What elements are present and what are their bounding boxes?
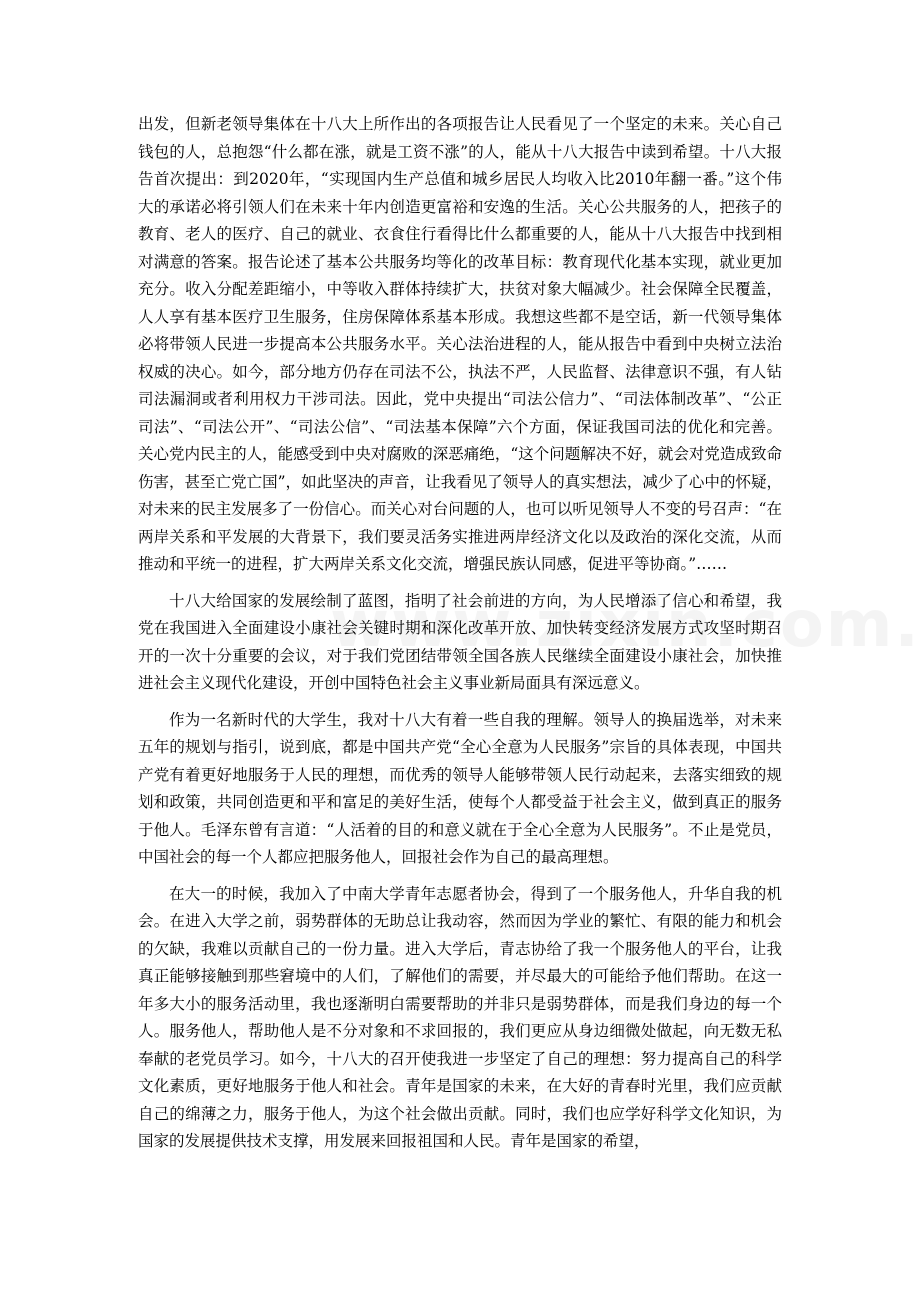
- paragraph-2: 十八大给国家的发展绘制了蓝图，指明了社会前进的方向，为人民增添了信心和希望，我党在我国进入全面建设小康社会关键时期和深化改革开放、加快转变经济发展方式攻坚时期召开的一次十分重要的会议，对于我们党团结带领全国各族人民继续全面建设小康社会，加快推进社会主义现代化建设，开创中国特色社会主义事业新局面具有深远意义。: [138, 591, 782, 692]
- paragraph-3: 作为一名新时代的大学生，我对十八大有着一些自我的理解。领导人的换届选举，对未来五年的规划与指引，说到底，都是中国共产党“全心全意为人民服务”宗旨的具体表现，中国共产党有着更好地服务于人民的理想，而优秀的领导人能够带领人民行动起来，去落实细致的规划和政策，共同创造更和平和富足的美好生活，使每个人都受益于社会主义，做到真正的服务于他人。毛泽东曾有言道：“人活着的目的和意义就在于全心全意为人民服务”。不止是党员，中国社会的每一个人都应把服务他人，回报社会作为自己的最高理想。: [138, 710, 782, 866]
- paragraph-1: 出发，但新老领导集体在十八大上所作出的各项报告让人民看见了一个坚定的未来。关心自己钱包的人，总抱怨“什么都在涨，就是工资不涨”的人，能从十八大报告中读到希望。十八大报告首次提出：到2020年，“实现国内生产总值和城乡居民人均收入比2010年翻一番。”这个伟大的承诺必将引领人们在未来十年内创造更富裕和安逸的生活。关心公共服务的人，把孩子的教育、老人的医疗、自己的就业、衣食住行看得比什么都重要的人，能从十八大报告中找到相对满意的答案。报告论述了基本公共服务均等化的改革目标：教育现代化基本实现，就业更加充分。收入分配差距缩小，中等收入群体持续扩大，扶贫对象大幅减少。社会保障全民覆盖，人人享有基本医疗卫生服务，住房保障体系基本形成。我想这些都不是空话，新一代领导集体必将带领人民进一步提高本公共服务水平。关心法治进程的人，能从报告中看到中央树立法治权威的决心。如今，部分地方仍存在司法不公，执法不严，人民监督、法律意识不强，有人钻司法漏洞或者利用权力干涉司法。因此，党中央提出“司法公信力”、“司法体制改革”、“公正司法”、“司法公开”、“司法公信”、“司法基本保障”六个方面，保证我国司法的优化和完善。关心党内民主的人，能感受到中央对腐败的深恶痛绝，“这个问题解决不好，就会对党造成致命伤害，甚至亡党亡国”，如此坚决的声音，让我看见了领导人的真实想法，减少了心中的怀疑，对未来的民主发展多了一份信心。而关心对台问题的人，也可以听见领导人不变的号召声：“在两岸关系和平发展的大背景下，我们要灵活务实推进两岸经济文化以及政治的深化交流，从而推动和平统一的进程，扩大两岸关系文化交流，增强民族认同感，促进平等协商。”……: [138, 115, 782, 573]
- document-body: [138, 111, 782, 1156]
- paragraph-4: 在大一的时候，我加入了中南大学青年志愿者协会，得到了一个服务他人，升华自我的机会。在进入大学之前，弱势群体的无助总让我动容，然而因为学业的繁忙、有限的能力和机会的欠缺，我难以贡献自己的一份力量。进入大学后，青志协给了我一个服务他人的平台，让我真正能够接触到那些窘境中的人们，了解他们的需要，并尽最大的可能给予他们帮助。在这一年多大小的服务活动里，我也逐渐明白需要帮助的并非只是弱势群体，而是我们身边的每一个人。服务他人，帮助他人是不分对象和不求回报的，我们更应从身边细微处做起，向无数无私奉献的老党员学习。如今，十八大的召开使我进一步坚定了自己的理想：努力提高自己的科学文化素质，更好地服务于他人和社会。青年是国家的未来，在大好的青春时光里，我们应贡献自己的绵薄之力，服务于他人，为这个社会做出贡献。同时，我们也应学好科学文化知识，为国家的发展提供技术支撑，用发展来回报祖国和人民。青年是国家的希望，: [138, 884, 782, 1150]
